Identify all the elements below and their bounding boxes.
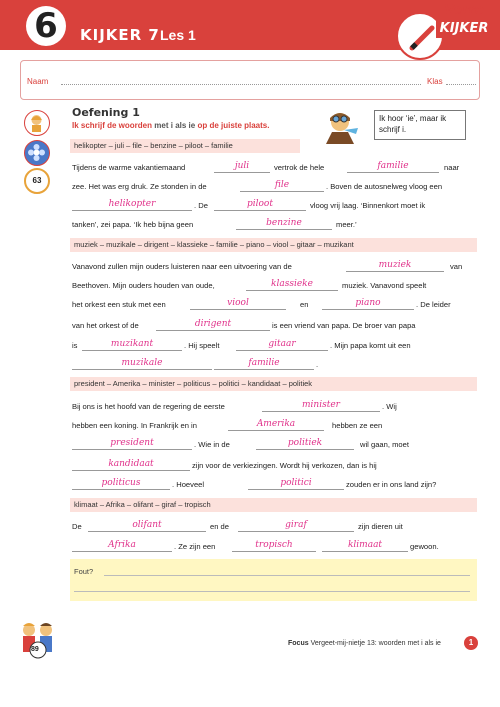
- mistakes-line[interactable]: [104, 575, 470, 576]
- page-number: 1: [464, 636, 478, 650]
- word-bank: helikopter – juli – file – benzine – piloot – familie: [70, 139, 300, 153]
- text-line: . Wie in de: [194, 440, 230, 449]
- text-line: meer.’: [336, 220, 357, 229]
- answer-blank[interactable]: Afrika: [72, 540, 172, 552]
- word-bank: president – Amerika – minister – politicus – politici – kandidaat – politiek: [70, 377, 477, 391]
- text-line: hebben ze een: [332, 421, 383, 430]
- answer-blank[interactable]: benzine: [236, 218, 332, 230]
- answer-blank[interactable]: file: [240, 180, 324, 192]
- exercise-instruction: Ik schrijf de woorden met i als ie op de juiste plaats.: [72, 121, 270, 130]
- text-line: van: [450, 262, 463, 271]
- answer-blank[interactable]: olifant: [88, 520, 206, 532]
- text-line: en de: [210, 522, 230, 531]
- grade-badge: 6: [26, 6, 66, 46]
- answer-blank[interactable]: klimaat: [322, 540, 408, 552]
- text-line: vloog vrij laag. ‘Binnenkort moet ik: [310, 201, 426, 210]
- answer-blank[interactable]: giraf: [238, 520, 354, 532]
- class-field[interactable]: [446, 84, 476, 85]
- text-line: muziek. Vanavond speelt: [342, 281, 427, 290]
- answer-blank[interactable]: viool: [190, 298, 286, 310]
- answer-blank[interactable]: muzikale: [72, 358, 212, 370]
- text-line: het orkest een stuk met een: [72, 300, 166, 309]
- text-line: tanken’, zei papa. ‘Ik heb bijna geen: [72, 220, 194, 229]
- text-line: gewoon.: [410, 542, 439, 551]
- answer-blank[interactable]: Amerika: [228, 419, 324, 431]
- answer-blank[interactable]: president: [72, 438, 192, 450]
- answer-blank[interactable]: minister: [262, 400, 380, 412]
- answer-blank[interactable]: piano: [322, 298, 414, 310]
- text-line: en: [300, 300, 309, 309]
- text-line: wil gaan, moet: [360, 440, 409, 449]
- magnifier-icon: 63: [24, 168, 50, 194]
- text-line: vertrok de hele: [274, 163, 325, 172]
- word-bank: klimaat – Afrika – olifant – giraf – tropisch: [70, 498, 477, 512]
- explorer-character-icon: [320, 108, 360, 153]
- text-line: . Wij: [382, 402, 397, 411]
- flower-icon: [24, 140, 50, 166]
- mistakes-label: Fout?: [74, 567, 94, 576]
- text-line: Tijdens de warme vakantiemaand: [72, 163, 186, 172]
- text-line: is een vriend van papa. De broer van papa: [272, 321, 416, 330]
- answer-blank[interactable]: juli: [214, 161, 270, 173]
- text-line: zouden er in ons land zijn?: [346, 480, 437, 489]
- text-line: Beethoven. Mijn ouders houden van oude,: [72, 281, 215, 290]
- lesson-label: Les 1: [160, 27, 196, 43]
- text-line: . De: [194, 201, 208, 210]
- text-line: . Mijn papa komt uit een: [330, 341, 411, 350]
- mistakes-box: [70, 559, 477, 601]
- answer-blank[interactable]: helikopter: [72, 199, 192, 211]
- text-line: . De leider: [416, 300, 451, 309]
- text-line: van het orkest of de: [72, 321, 139, 330]
- girl-icon: [24, 110, 50, 136]
- kids-number: 89: [31, 646, 39, 653]
- text-line: naar: [444, 163, 460, 172]
- class-label: Klas: [427, 77, 443, 86]
- kids-mascot-icon: [18, 620, 58, 665]
- answer-blank[interactable]: piloot: [214, 199, 306, 211]
- answer-blank[interactable]: tropisch: [232, 540, 316, 552]
- text-line: . Boven de autosnelweg vloog een: [326, 182, 443, 191]
- answer-blank[interactable]: familie: [214, 358, 314, 370]
- text-line: is: [72, 341, 78, 350]
- speech-bubble: Ik hoor ‘ie’, maar ik schrijf i.: [374, 110, 466, 140]
- answer-blank[interactable]: politicus: [72, 478, 170, 490]
- mistakes-line[interactable]: [74, 591, 470, 592]
- answer-blank[interactable]: familie: [347, 161, 439, 173]
- answer-blank[interactable]: klassieke: [246, 279, 338, 291]
- answer-blank[interactable]: gitaar: [236, 339, 328, 351]
- word-bank: muziek – muzikale – dirigent – klassieke – familie – piano – viool – gitaar – muzikant: [70, 238, 477, 252]
- name-box: [20, 60, 480, 100]
- answer-blank[interactable]: politiek: [256, 438, 354, 450]
- text-line: Bij ons is het hoofd van de regering de eerste: [72, 402, 225, 411]
- verre-kijker-logo: Verre KIJKER: [436, 4, 492, 38]
- text-line: zijn voor de verkiezingen. Wordt hij verkozen, dan is hij: [192, 461, 377, 470]
- answer-blank[interactable]: muziek: [346, 260, 444, 272]
- text-line: . Hij speelt: [184, 341, 220, 350]
- answer-blank[interactable]: kandidaat: [72, 459, 190, 471]
- name-label: Naam: [27, 77, 49, 86]
- text-line: . Hoeveel: [172, 480, 205, 489]
- answer-blank[interactable]: muzikant: [82, 339, 182, 351]
- text-line: De: [72, 522, 82, 531]
- text-line: hebben een koning. In Frankrijk en in: [72, 421, 197, 430]
- text-line: zee. Het was erg druk. Ze stonden in de: [72, 182, 207, 191]
- exercise-title: Oefening 1: [72, 106, 140, 119]
- answer-blank[interactable]: politici: [248, 478, 344, 490]
- answer-blank[interactable]: dirigent: [156, 319, 270, 331]
- text-line: . Ze zijn een: [174, 542, 216, 551]
- text-line: Vanavond zullen mijn ouders luisteren naar een uitvoering van de: [72, 262, 292, 271]
- name-field[interactable]: [61, 84, 421, 85]
- footer-text: Focus Vergeet-mij-nietje 13: woorden met i als ie: [288, 640, 441, 647]
- book-title: KIJKER 7: [80, 26, 160, 44]
- text-line: .: [316, 360, 319, 369]
- text-line: zijn dieren uit: [358, 522, 403, 531]
